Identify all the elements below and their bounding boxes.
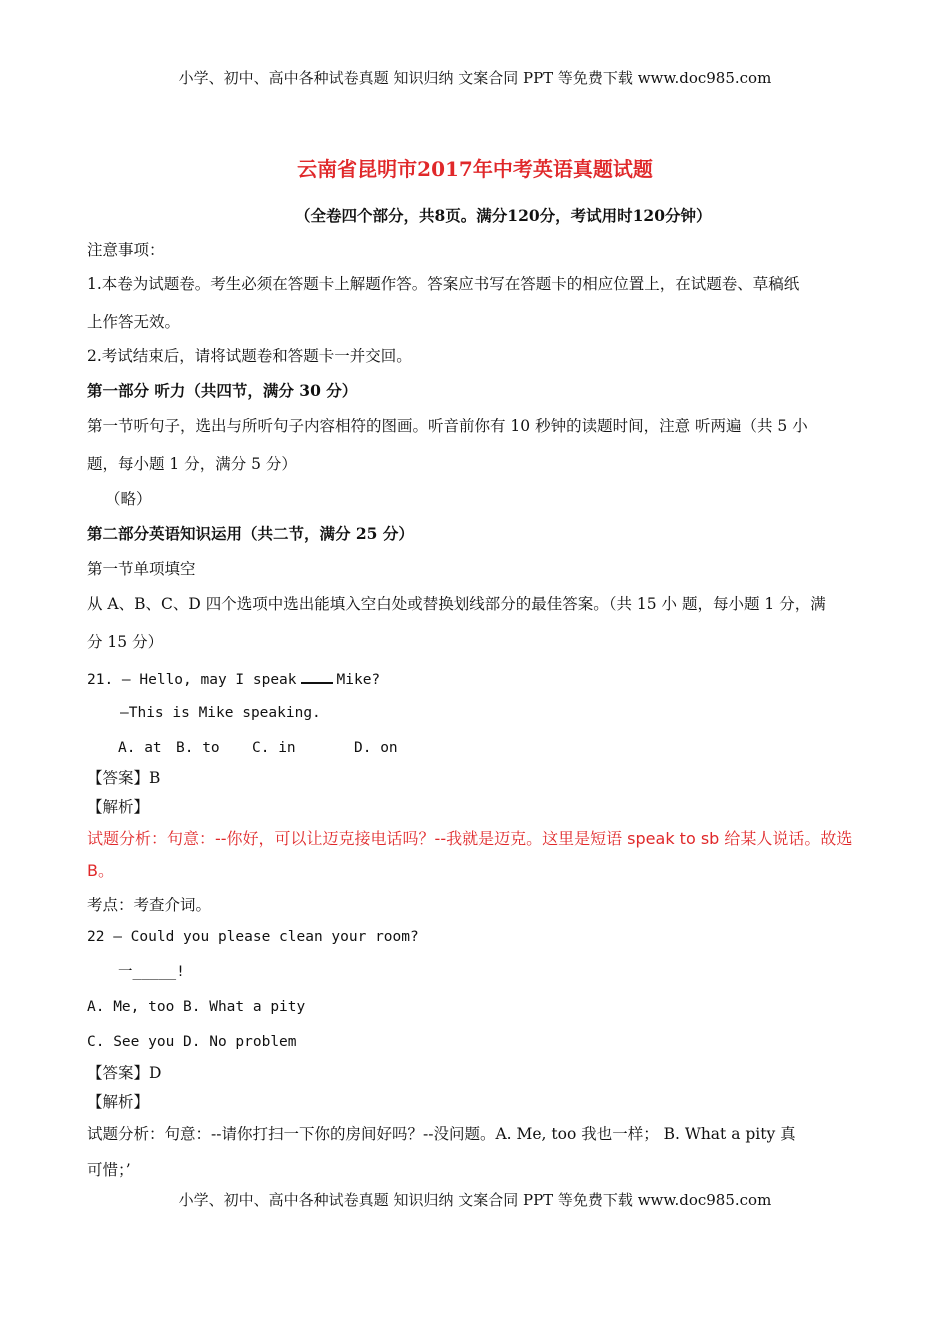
q21-prefix: 21. — Hello, may I speak	[87, 672, 297, 688]
notice-item-2: 2.考试结束后，请将试题卷和答题卡一并交回。	[87, 347, 412, 365]
notice-heading: 注意事项：	[87, 241, 165, 259]
q21-option-c: C. in	[252, 740, 296, 756]
q22-options-row-1: A. Me, too B. What a pity	[87, 999, 306, 1015]
page-title: 云南省昆明市2017年中考英语真题试题	[297, 157, 653, 181]
q21-option-d: D. on	[354, 740, 398, 756]
q21-analysis-line-1: 试题分析：句意：--你好，可以让迈克接电话吗？--我就是迈克。这里是短语 speak to sb 给某人说话。故选	[87, 829, 853, 848]
q22-reply: 一_____!	[118, 964, 185, 980]
q22-options-row-2: C. See you D. No problem	[87, 1034, 297, 1050]
q22-analysis-line-2: 可惜；’	[87, 1161, 131, 1179]
q21-option-a: A. at	[118, 740, 162, 756]
page-footer: 小学、初中、高中各种试卷真题 知识归纳 文案合同 PPT 等免费下载 www.doc985.com	[178, 1191, 772, 1209]
q22-analysis-line-1: 试题分析：句意：--请你打扫一下你的房间好吗？--没问题。A. Me, too 我也一样； B. What a pity 真	[87, 1125, 796, 1143]
q21-blank	[301, 668, 333, 684]
q21-analysis-label: 【解析】	[87, 798, 150, 816]
part2-instruction-line-2: 分 15 分）	[87, 633, 164, 651]
q21-analysis-line-2: B。	[87, 861, 114, 880]
exam-subtitle: （全卷四个部分，共8页。满分120分，考试用时120分钟）	[295, 206, 712, 225]
part2-instruction-line-1: 从 A、B、C、D 四个选项中选出能填入空白处或替换划线部分的最佳答案。（共 15 小 题，每小题 1 分，满	[87, 595, 826, 613]
q21-option-b: B. to	[176, 740, 220, 756]
q21-question	[87, 668, 380, 690]
q22-answer: 【答案】D	[87, 1064, 162, 1082]
page-header: 小学、初中、高中各种试卷真题 知识归纳 文案合同 PPT 等免费下载 www.doc985.com	[178, 69, 772, 87]
part1-omitted: （略）	[105, 490, 152, 508]
notice-item-1-line-1: 1.本卷为试题卷。考生必须在答题卡上解题作答。答案应书写在答题卡的相应位置上，在试题卷、草稿纸	[87, 275, 800, 293]
q21-point: 考点：考查介词。	[87, 896, 212, 914]
q21-answer: 【答案】B	[87, 769, 161, 787]
q21-options	[118, 738, 398, 758]
q22-analysis-label: 【解析】	[87, 1093, 150, 1111]
q22-question: 22 — Could you please clean your room?	[87, 929, 419, 945]
q21-suffix: Mike?	[336, 672, 381, 688]
notice-item-1-line-2: 上作答无效。	[87, 313, 181, 331]
q21-reply: —This is Mike speaking.	[120, 705, 321, 721]
part2-heading: 第二部分英语知识运用（共二节，满分 25 分）	[87, 524, 414, 543]
part1-heading: 第一部分 听力（共四节，满分 30 分）	[87, 381, 358, 400]
part1-section1-line-1: 第一节听句子，选出与所听句子内容相符的图画。听音前你有 10 秒钟的读题时间，注意 听两遍（共 5 小	[87, 417, 808, 435]
part2-section1-title: 第一节单项填空	[87, 560, 196, 578]
part1-section1-line-2: 题，每小题 1 分，满分 5 分）	[87, 455, 297, 473]
